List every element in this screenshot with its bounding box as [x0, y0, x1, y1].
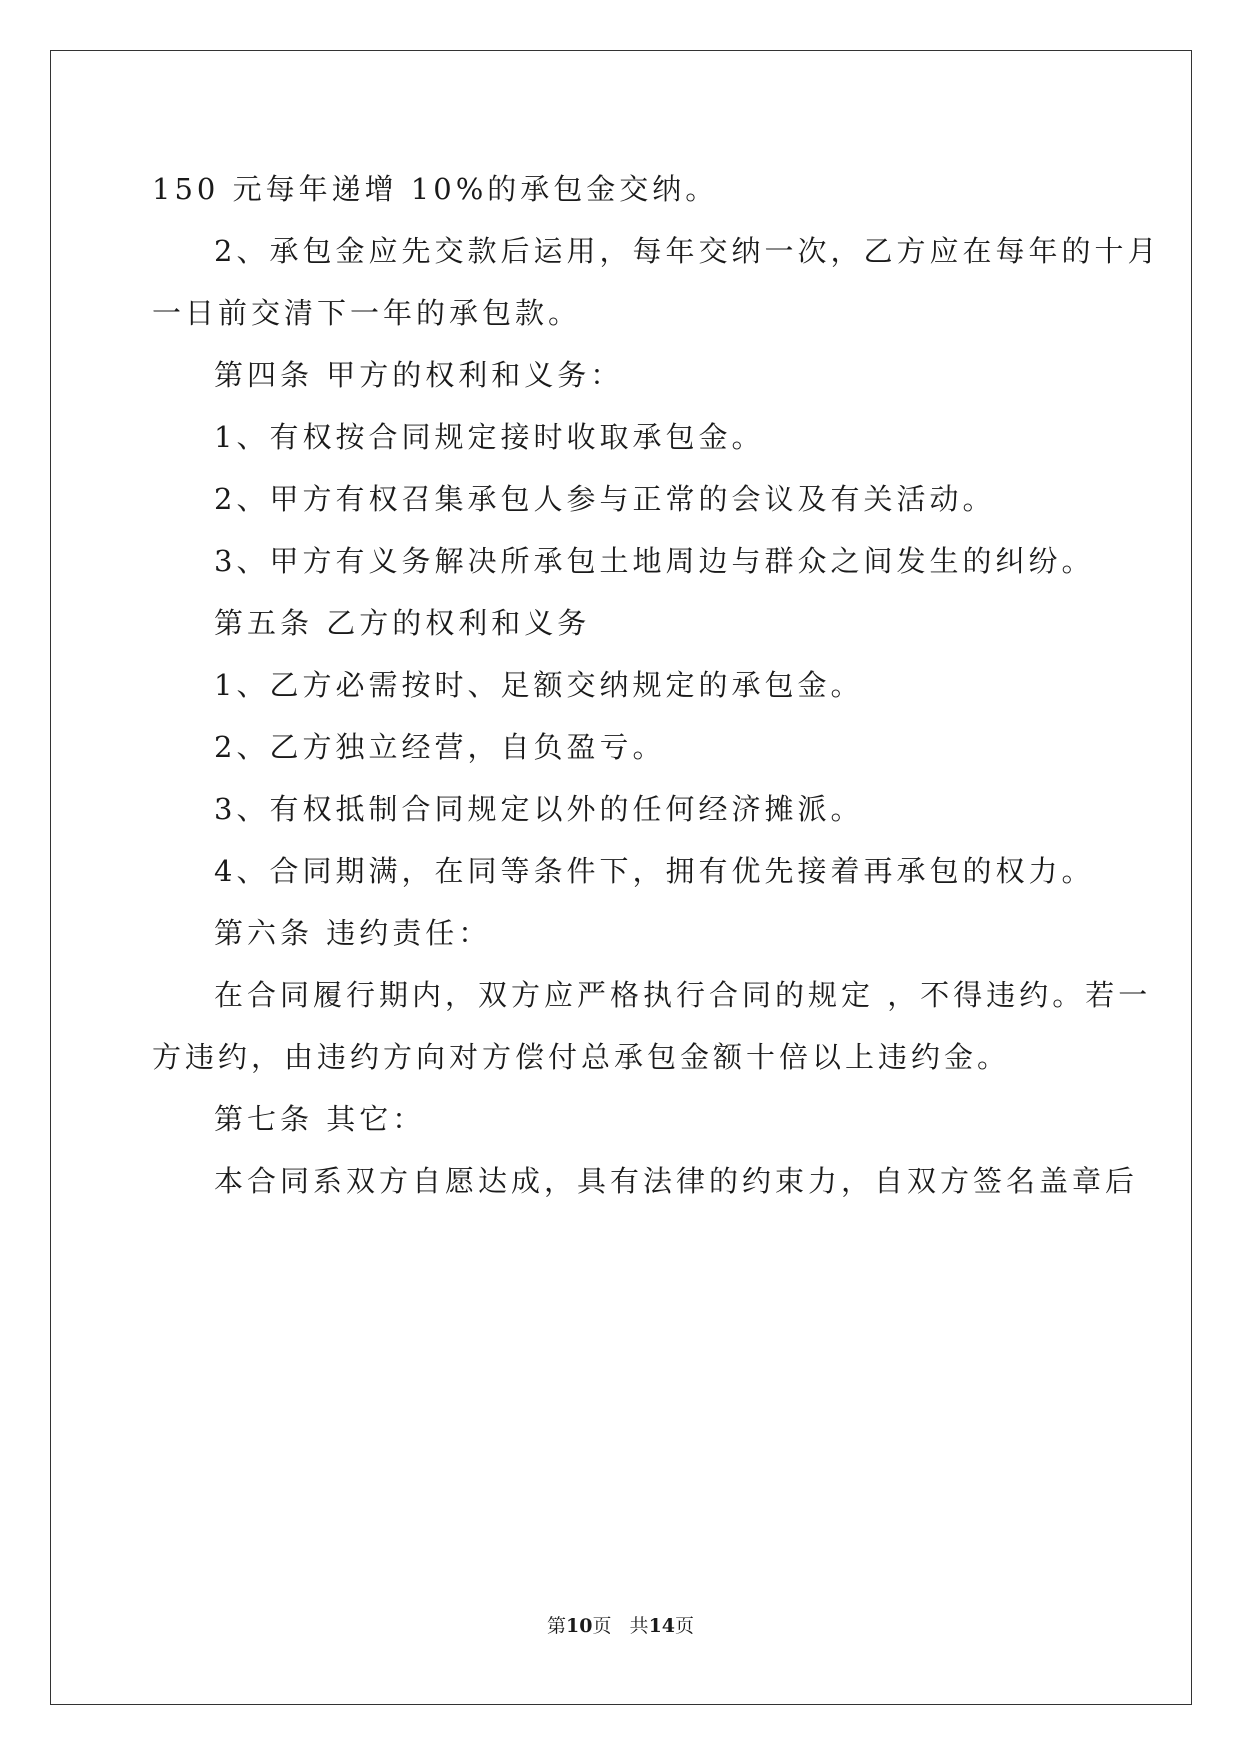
paragraph-line: 3、有权抵制合同规定以外的任何经济摊派。	[214, 792, 864, 826]
paragraph-line: 4、合同期满，在同等条件下，拥有优先接着再承包的权力。	[214, 854, 1095, 888]
total-page-number: 14	[648, 1615, 676, 1637]
current-page-number: 10	[565, 1615, 593, 1637]
paragraph-line: 本合同系双方自愿达成，具有法律的约束力，自双方签名盖章后	[214, 1164, 1139, 1198]
paragraph-line: 2、承包金应先交款后运用，每年交纳一次，乙方应在每年的十月	[214, 234, 1161, 268]
paragraph-line: 一日前交清下一年的承包款。	[152, 296, 582, 330]
page-mid: 页 共	[592, 1615, 649, 1637]
paragraph-line: 3、甲方有义务解决所承包土地周边与群众之间发生的纠纷。	[214, 544, 1095, 578]
paragraph-line: 1、有权按合同规定接时收取承包金。	[214, 420, 765, 454]
section-heading: 第四条 甲方的权利和义务：	[214, 358, 624, 392]
section-heading: 第六条 违约责任：	[214, 916, 492, 950]
page-suffix: 页	[675, 1615, 695, 1637]
paragraph-line: 方违约，由违约方向对方偿付总承包金额十倍以上违约金。	[152, 1040, 1011, 1074]
page-prefix: 第	[546, 1615, 566, 1637]
section-heading: 第五条 乙方的权利和义务	[214, 606, 591, 640]
paragraph-line: 2、甲方有权召集承包人参与正常的会议及有关活动。	[214, 482, 996, 516]
paragraph-line: 2、乙方独立经营，自负盈亏。	[214, 730, 666, 764]
paragraph-line: 150 元每年递增 10%的承包金交纳。	[152, 172, 719, 206]
paragraph-line: 在合同履行期内，双方应严格执行合同的规定 ，不得违约。若一	[214, 978, 1152, 1012]
document-body	[152, 158, 1161, 1212]
section-heading: 第七条 其它：	[214, 1102, 426, 1136]
page-number-footer	[0, 1614, 1241, 1638]
paragraph-line: 1、乙方必需按时、足额交纳规定的承包金。	[214, 668, 864, 702]
